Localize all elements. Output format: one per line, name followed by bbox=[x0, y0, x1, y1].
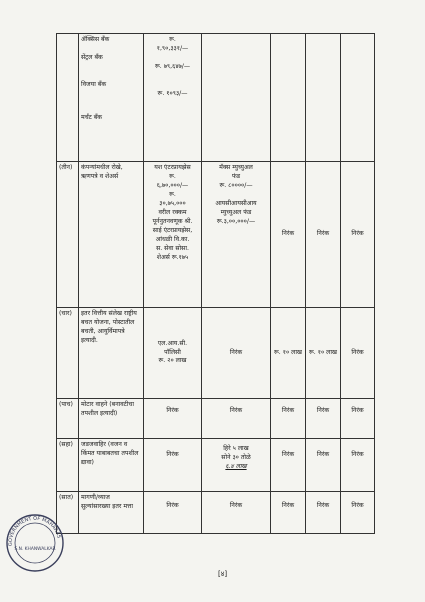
dependent-cell: निरंक bbox=[341, 492, 375, 534]
amount-text: ३०,७५,००० bbox=[159, 199, 186, 207]
table-row bbox=[57, 492, 375, 534]
amount-text: रू.३,००,०००/— bbox=[216, 217, 256, 225]
dependent-cell: निरंक bbox=[341, 308, 375, 399]
dependent-cell: रू. १० लाख bbox=[306, 308, 341, 399]
dependent-cell bbox=[306, 34, 341, 162]
handwritten-total: ६.४ लाख bbox=[225, 462, 247, 470]
dependent-cell: रू. १० लाख bbox=[271, 308, 306, 399]
spouse-cell bbox=[202, 439, 271, 492]
amount-text: मॅक्स म्युच्युअल bbox=[219, 164, 253, 171]
amount-cell bbox=[144, 34, 202, 162]
amount-text: सोने ३० तोळे bbox=[221, 453, 251, 461]
row-details: इतर वित्तीय संलेख राष्ट्रीय बचत योजना, पोस्टातील बचती, आयुर्विमापत्रे इत्यादी. bbox=[79, 308, 144, 399]
amount-text: रू. २० लाख bbox=[158, 357, 187, 365]
bank-name: मर्चंट बँक bbox=[81, 113, 102, 121]
amount-text: रू. bbox=[169, 190, 176, 198]
table-row bbox=[57, 439, 375, 492]
row-number bbox=[57, 34, 79, 162]
row-details: जडजवाहिर (वजन व किंमत याबाबतचा तपशील द्यावा) bbox=[79, 439, 144, 492]
dependent-cell bbox=[271, 34, 306, 162]
table-row bbox=[57, 162, 375, 308]
amount-text: ६,७०,०००/— bbox=[156, 181, 189, 189]
assets-table bbox=[56, 33, 375, 534]
table-row bbox=[57, 308, 375, 399]
dependent-cell: निरंक bbox=[271, 162, 306, 308]
amount-cell: निरंक bbox=[144, 492, 202, 534]
amount-text: साई एंटरप्रायझेस, bbox=[152, 226, 193, 234]
dependent-cell: निरंक bbox=[306, 162, 341, 308]
amount-text: रू. bbox=[169, 172, 176, 180]
amount-text: फंड bbox=[231, 172, 241, 180]
row-number: (तीन) bbox=[57, 162, 79, 308]
bank-name: विजया बँक bbox=[81, 80, 107, 88]
amount-text: यश एंटरप्रायझेस bbox=[154, 164, 191, 171]
dependent-cell: निरंक bbox=[271, 399, 306, 439]
amount-text: स. सेवा सोसा. bbox=[156, 244, 189, 252]
amount-text: शेअर्स रू.१७५ bbox=[156, 253, 189, 261]
spouse-cell: निरंक bbox=[202, 399, 271, 439]
amount-cell: निरंक bbox=[144, 399, 202, 439]
amount-text: म्युच्युअल फंड bbox=[220, 208, 252, 216]
amount-text: १,९०,३३१/— bbox=[156, 44, 189, 52]
spouse-cell: निरंक bbox=[202, 492, 271, 534]
bank-name: ॲक्सिस बँक bbox=[81, 36, 110, 43]
row-details: मागणी/व्याज सुल्यांसारख्या इतर मत्ता bbox=[79, 492, 144, 534]
dependent-cell: निरंक bbox=[306, 399, 341, 439]
amount-cell bbox=[144, 162, 202, 308]
amount-text: पूर्ननुतनवणूक श्री. bbox=[152, 217, 193, 225]
row-number: (सहा) bbox=[57, 439, 79, 492]
amount-text: रू. ८००००/— bbox=[219, 181, 253, 189]
row-details: कंपन्यांमधील रोखे, ऋणपत्रे व शेअर्स bbox=[79, 162, 144, 308]
row-number: (चार) bbox=[57, 308, 79, 399]
seal-name: S.N. KHANWALKAR bbox=[14, 547, 56, 552]
dependent-cell: निरंक bbox=[271, 439, 306, 492]
dependent-cell: निरंक bbox=[271, 492, 306, 534]
bank-name: सेंट्रल बँक bbox=[81, 53, 103, 61]
official-seal-stamp bbox=[4, 512, 66, 574]
dependent-cell: निरंक bbox=[341, 399, 375, 439]
spouse-cell bbox=[202, 162, 271, 308]
spouse-cell: निरंक bbox=[202, 308, 271, 399]
table-row bbox=[57, 34, 375, 162]
row-number: (सात) bbox=[57, 492, 79, 534]
row-number: (पाच) bbox=[57, 399, 79, 439]
amount-cell bbox=[144, 308, 202, 399]
row-details: मोटार वाहने (बनावटीचा तपशील इत्यादी) bbox=[79, 399, 144, 439]
amount-text: वरील रक्कम bbox=[158, 208, 187, 216]
dependent-cell: निरंक bbox=[341, 439, 375, 492]
row-details bbox=[79, 34, 144, 162]
table-row bbox=[57, 399, 375, 439]
dependent-cell bbox=[341, 34, 375, 162]
dependent-cell: निरंक bbox=[306, 439, 341, 492]
dependent-cell: निरंक bbox=[306, 492, 341, 534]
amount-text: रू. bbox=[169, 36, 176, 43]
amount-text: एल.आय.सी. bbox=[157, 339, 188, 347]
spouse-cell bbox=[202, 34, 271, 162]
amount-text: रू. १०९३/— bbox=[157, 89, 188, 97]
amount-text: रू. ७९,६४७/— bbox=[154, 62, 191, 70]
amount-text: हिरे ५ लाख bbox=[223, 445, 249, 452]
amount-cell: निरंक bbox=[144, 439, 202, 492]
amount-text: आयसीआयसीआय bbox=[215, 199, 257, 207]
amount-text: पॉलिसी bbox=[164, 348, 181, 356]
amount-text: आंधळी वि.का. bbox=[155, 235, 190, 243]
svg-text:GOVERNMENT OF MAHARASHTRA bbox=[4, 512, 62, 546]
seal-text: GOVERNMENT OF MAHARAS bbox=[7, 515, 62, 547]
dependent-cell: निरंक bbox=[341, 162, 375, 308]
page-number: [४] bbox=[218, 570, 228, 578]
